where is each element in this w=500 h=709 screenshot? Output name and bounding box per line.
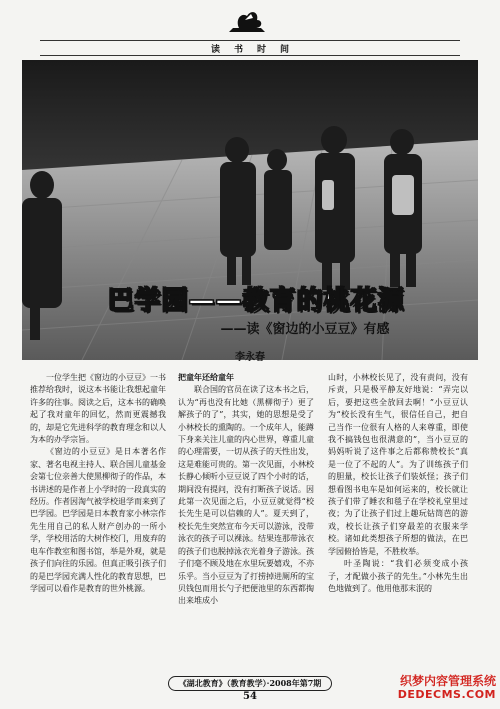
section-heading: 把童年还给童年 [178,373,234,382]
text-column-2 [178,372,314,672]
text-column-1 [30,372,166,672]
journal-citation: 《湖北教育》（教育教学）·2008年第7期 [168,676,333,691]
header-logo-icon [225,6,269,36]
article-author: 李永春 [235,352,265,363]
paragraph: 《窗边的小豆豆》是日本著名作家、著名电视主持人、联合国儿童基金会第七位亲善大使黑柳彻子的作品，本书讲述的是作者上小学时的一段真实的经历。作者因淘气被学校退学而来到了巴学园。巴学园是日本教育家小林宗作先生用自己的私人财产创办的一所小学，学校用活的大树作校门，用废弃的电车作教室和图书馆，举是外观，就是孩子们向往的乐园。但真正吸引孩子们的是巴学园充满人性化的教育思想，巴学园可以看作是教育的世外桃源。 [30,447,166,593]
page-number: 54 [243,691,257,702]
paragraph: 联合国的官员在读了这本书之后，认为“再也没有比她（黑柳彻子）更了解孩子的了”，其实，她的思想是受了小林校长的熏陶的。一个成年人，能蹲下身来关注儿童的内心世界，尊重儿童的心理需要，一切从孩子的天性出发，这是难能可贵的。第一次见面，小林校长静心倾听小豆豆说了四个小时的话，期间没有提问，没有打断孩子说话。因此第一次见面之后，小豆豆就觉得“校长先生是可以信赖的人”。夏天到了，校长先生突然宣布今天可以游泳，没带泳衣的孩子可以裸泳。结果连那带泳衣的孩子们也脱掉泳衣光着身子游泳。孩子们毫不顾及地在水里玩要嬉戏，不亦乐乎。当小豆豆为了打捞掉进厕所的宝贝钱包而用长勺子把便池里的东西都掏出来堆成小 [178,385,314,606]
paragraph: 叶圣陶说：“我们必须变成小孩子，才配做小孩子的先生。”小林先生出色地做到了。他用他那末泯的 [328,559,468,593]
watermark-line-1: 织梦内容管理系统 [399,674,496,688]
site-watermark [388,675,496,705]
text-column-3 [328,372,468,672]
header-bottom-rule [40,55,460,56]
header-top-rule [40,40,460,41]
paragraph: 一位学生把《窗边的小豆豆》一书推荐给我时，说这本书能让我想起童年许多的往事。阅读之后，这本书的确唤起了我对童年的回忆，然而更震撼我的，却是它先进科学的教育理念和以人为本的办学宗旨。 [30,373,166,445]
section-label: 读书时间 [210,45,303,55]
watermark-line-2: DEDECMS.COM [397,688,496,701]
article-subtitle: ——读《窗边的小豆豆》有感 [220,322,390,337]
paragraph: 山时，小林校长见了，没有责问，没有斥责，只是极平静友好地说：“弄完以后，要把这些全放回去啊！”小豆豆认为“校长没有生气，很信任自己，把自己当作一位很有人格的人来尊重，即使我不搞钱包也很满意的”，当小豆豆的妈妈听说了这件事之后都称赞校长“真是一位了不起的人”。为了训练孩子们的胆量，校长让孩子们装妖怪；孩子们想看图书电车是如何运来的，校长就让孩子们带了睡衣和毯子在学校礼堂里过夜；为了让孩子们过上趣玩钻筒芭的游戏，校长让孩子们穿最差的衣服来学校。诸如此类想孩子所想的做法，在巴学园俯拾皆是，不胜枚举。 [328,373,468,556]
article-title: 巴学园——教育的桃花源 [107,286,405,316]
